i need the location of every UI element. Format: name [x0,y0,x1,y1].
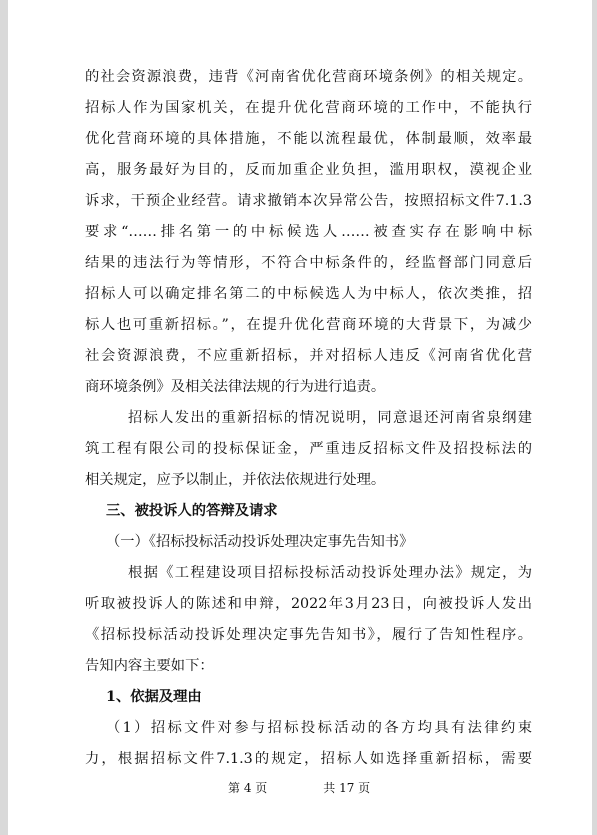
text-line: 结果的违法行为等情形，不符合中标条件的，经监督部门同意后 [85,255,532,271]
subsection-heading: （一）《招标投标活动投诉处理决定事先告知书》 [106,534,414,550]
text-line: 告知内容主要如下： [85,658,214,674]
text-line: 高，服务最好为目的，反而加重企业负担，滥用职权，漠视企业 [85,162,532,178]
page-number: 第 4 页 [228,781,268,795]
text-line: 社会资源浪费，不应重新招标，并对招标人违反《河南省优化营 [85,348,532,364]
text-line: 根据《工程建设项目招标投标活动投诉处理办法》规定，为 [128,565,532,581]
section-heading: 三、被投诉人的答辩及请求 [106,503,278,519]
text-line: 标人也可重新招标。”，在提升优化营商环境的大背景下，为减少 [85,317,532,333]
text-line: 招标人可以确定排名第二的中标候选人为中标人，依次类推，招 [85,286,532,302]
text-line: （1）招标文件对参与招标投标活动的各方均具有法律约束 [106,720,532,736]
text-line: 要求“……排名第一的中标候选人……被查实存在影响中标 [85,224,532,240]
text-line: 《招标投标活动投诉处理决定事先告知书》，履行了告知性程序。 [85,627,532,643]
text-line: 听取被投诉人的陈述和申辩，2022年3月23日，向被投诉人发出 [85,596,532,612]
page-footer [228,779,426,796]
item-heading: 1、依据及理由 [106,689,202,705]
page-total: 共 17 页 [323,781,371,795]
text-line: 相关规定，应予以制止，并依法依规进行处理。 [85,472,386,488]
text-line: 力，根据招标文件7.1.3的规定，招标人如选择重新招标，需要 [85,751,532,767]
text-line: 优化营商环境的具体措施，不能以流程最优，体制最顺，效率最 [85,131,532,147]
text-line: 招标人发出的重新招标的情况说明，同意退还河南省泉纲建 [128,410,532,426]
text-line: 商环境条例》及相关法律法规的行为进行追责。 [85,379,386,395]
text-line: 的社会资源浪费，违背《河南省优化营商环境条例》的相关规定。 [85,69,532,85]
text-line: 诉求，干预企业经营。请求撤销本次异常公告，按照招标文件7.1.3 [85,193,532,209]
document-page [8,0,592,835]
text-line: 招标人作为国家机关，在提升优化营商环境的工作中，不能执行 [85,100,532,116]
text-line: 筑工程有限公司的投标保证金，严重违反招标文件及招投标法的 [85,441,532,457]
